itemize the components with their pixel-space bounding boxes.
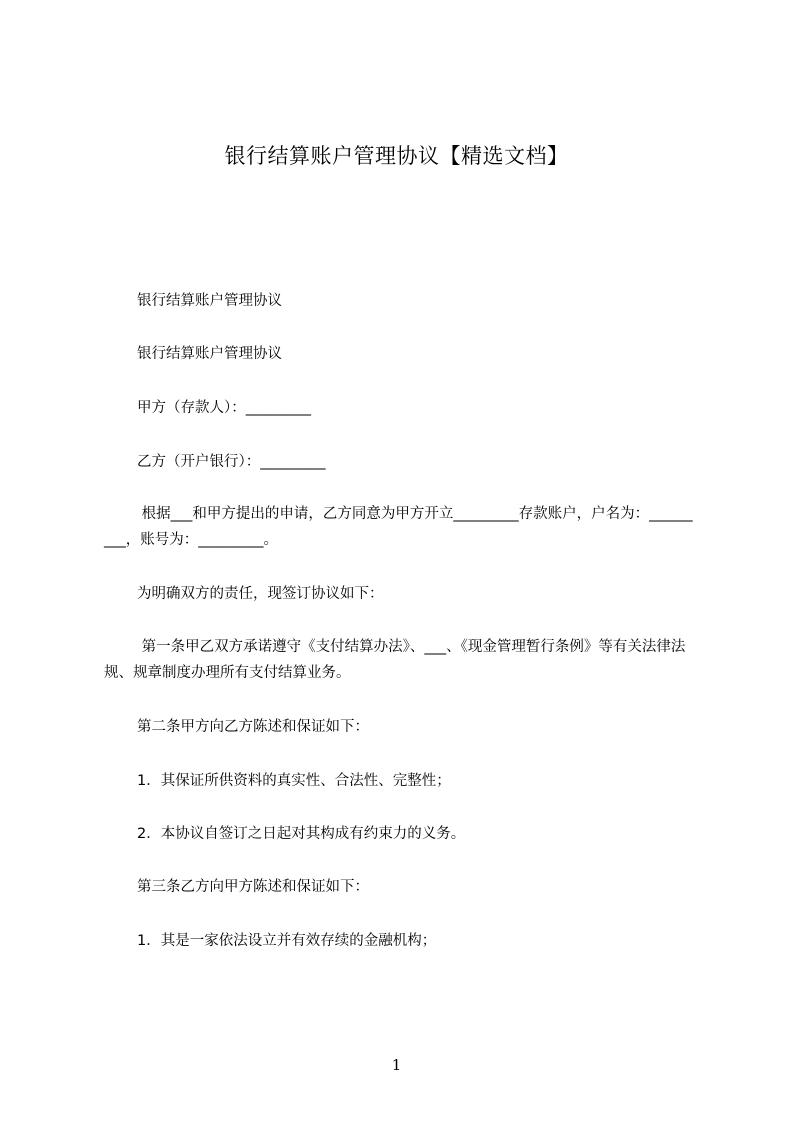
paragraph: 根据___和甲方提出的申请，乙方同意为甲方开立_________存款账户，户名为：_________，账号为：_________。 [104, 506, 693, 548]
page-number: 1 [391, 1056, 402, 1074]
document-title: 银行结算账户管理协议【精选文档】 [224, 144, 569, 168]
paragraph: 银行结算账户管理协议 [137, 293, 282, 309]
paragraph: 1．其保证所供资料的真实性、合法性、完整性； [137, 773, 451, 789]
paragraph: 1．其是一家依法设立并有效存续的金融机构； [137, 933, 437, 949]
paragraph: 甲方（存款人）：_________ [137, 400, 311, 416]
paragraph: 2．本协议自签订之日起对其构成有约束力的义务。 [137, 826, 466, 842]
paragraph: 第一条甲乙双方承诺遵守《支付结算办法》、___、《现金管理暂行条例》等有关法律法规、规章制度办理所有支付结算业务。 [104, 639, 686, 681]
paragraph: 为明确双方的责任，现签订协议如下： [137, 586, 384, 602]
paragraph: 第二条甲方向乙方陈述和保证如下： [137, 719, 369, 735]
paragraph: 第三条乙方向甲方陈述和保证如下： [137, 879, 369, 895]
paragraph: 银行结算账户管理协议 [137, 346, 282, 362]
paragraph: 乙方（开户银行）：_________ [137, 454, 326, 470]
